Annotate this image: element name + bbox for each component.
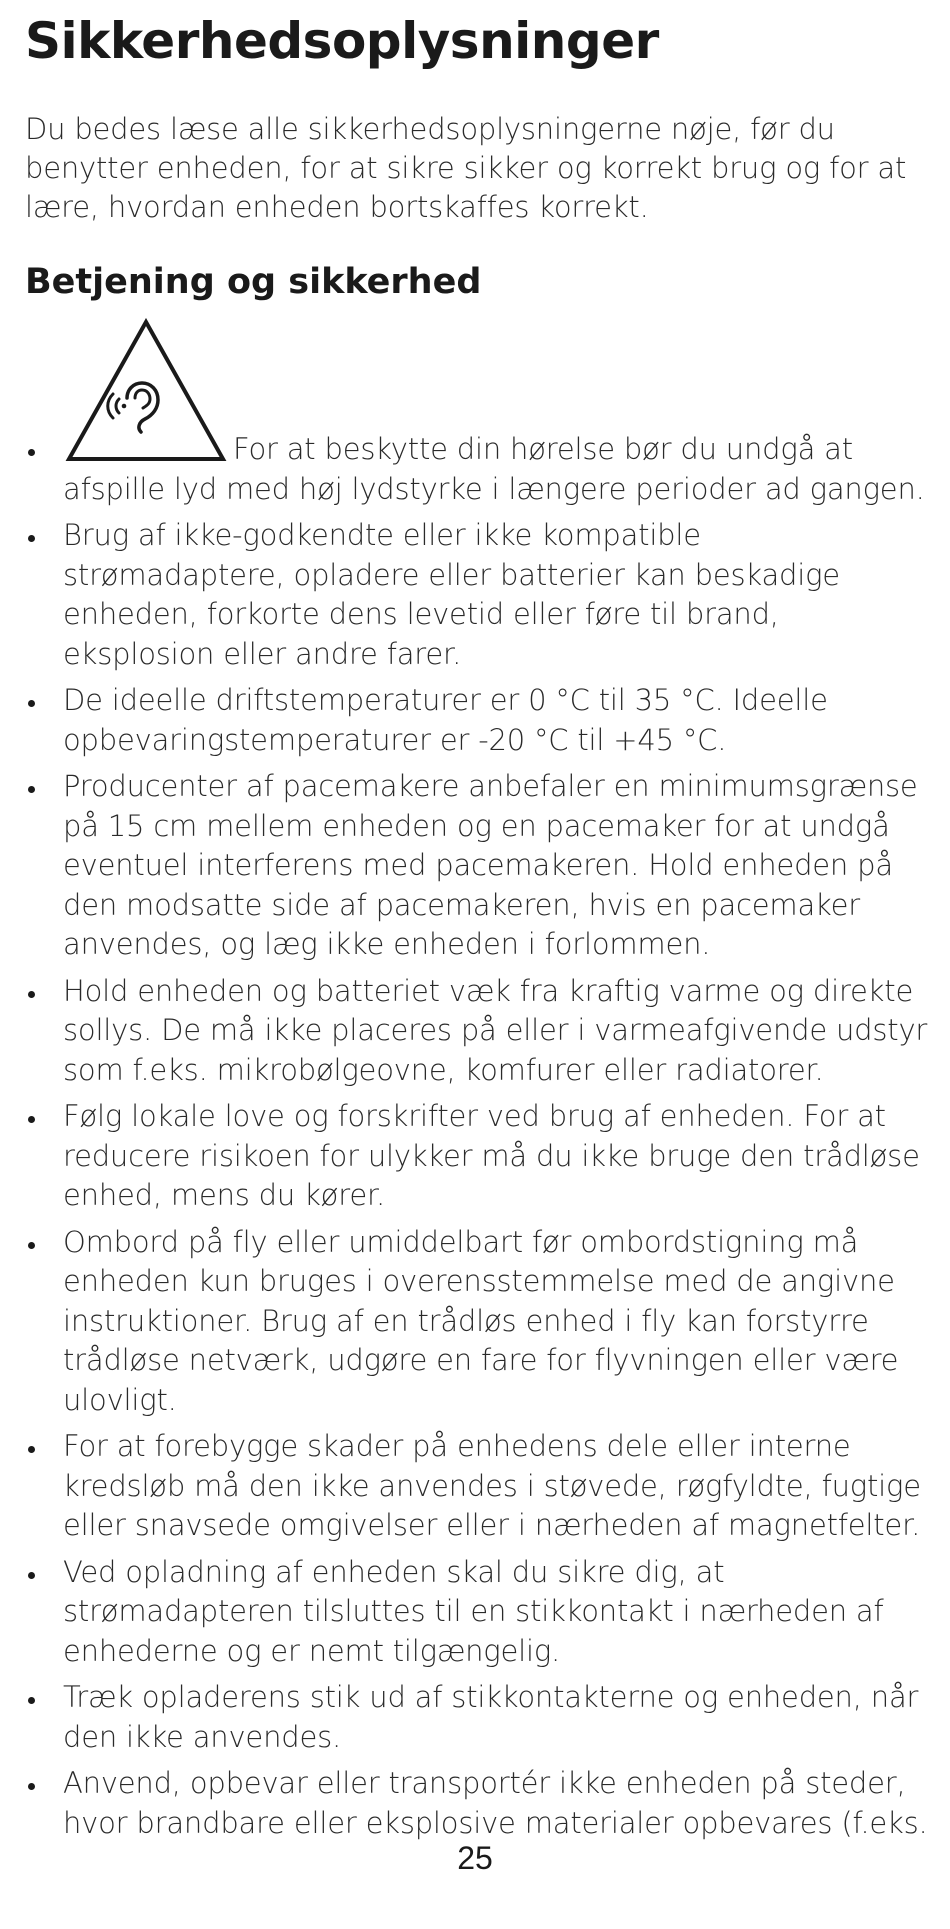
list-item: For at beskytte din hørelse bør du undgå at afspille lyd med høj lydstyrke i længere perioder ad gangen. xyxy=(25,430,930,509)
intro-paragraph: Du bedes læse alle sikkerhedsoplysningerne nøje, før du benytter enheden, for at sikre sikker og korrekt brug og for at lære, hvordan enheden bortskaffes korrekt. xyxy=(25,112,907,224)
list-item: Hold enheden og batteriet væk fra kraftig varme og direkte sollys. De må ikke placeres på eller i varmeafgivende udstyr som f.eks. mikrobølgeovne, komfurer eller radiatorer. xyxy=(25,972,930,1091)
section-heading: Betjening og sikkerhed xyxy=(25,262,482,302)
list-item: De ideelle driftstemperaturer er 0 °C til 35 °C. Ideelle opbevaringstemperaturer er -20 °C til +45 °C. xyxy=(25,681,930,760)
list-item: Producenter af pacemakere anbefaler en minimumsgrænse på 15 cm mellem enheden og en pacemaker for at undgå eventuel interferens med pacemakeren. Hold enheden på den modsatte side af pacemakeren, hvis en pacemaker anvendes, og læg ikke enheden i forlommen. xyxy=(25,767,930,965)
safety-bullet-list xyxy=(25,430,930,1850)
list-item: Træk opladerens stik ud af stikkontakterne og enheden, når den ikke anvendes. xyxy=(25,1678,930,1757)
list-item: Følg lokale love og forskrifter ved brug af enheden. For at reducere risikoen for ulykker må du ikke bruge den trådløse enhed, mens du kører. xyxy=(25,1097,930,1216)
list-item: Ombord på fly eller umiddelbart før ombordstigning må enheden kun bruges i overensstemmelse med de angivne instruktioner. Brug af en trådløs enhed i fly kan forstyrre trådløse netværk, udgøre en fare for flyvningen eller være ulovligt. xyxy=(25,1223,930,1421)
document-page xyxy=(25,0,930,1876)
page-title: Sikkerhedsoplysninger xyxy=(25,12,659,70)
page-number: 25 xyxy=(457,1840,493,1876)
list-item: Ved opladning af enheden skal du sikre dig, at strømadapteren tilsluttes til en stikkontakt i nærheden af enhederne og er nemt tilgængelig. xyxy=(25,1553,930,1672)
list-item: Anvend, opbevar eller transportér ikke enheden på steder, hvor brandbare eller eksplosive materialer opbevares (f.eks. xyxy=(25,1764,930,1843)
list-item: Brug af ikke-godkendte eller ikke kompatible strømadaptere, opladere eller batterier kan beskadige enheden, forkorte dens levetid eller føre til brand, eksplosion eller andre farer. xyxy=(25,516,930,674)
list-item: For at forebygge skader på enhedens dele eller interne kredsløb må den ikke anvendes i støvede, røgfyldte, fugtige eller snavsede omgivelser eller i nærheden af magnetfelter. xyxy=(25,1427,930,1546)
